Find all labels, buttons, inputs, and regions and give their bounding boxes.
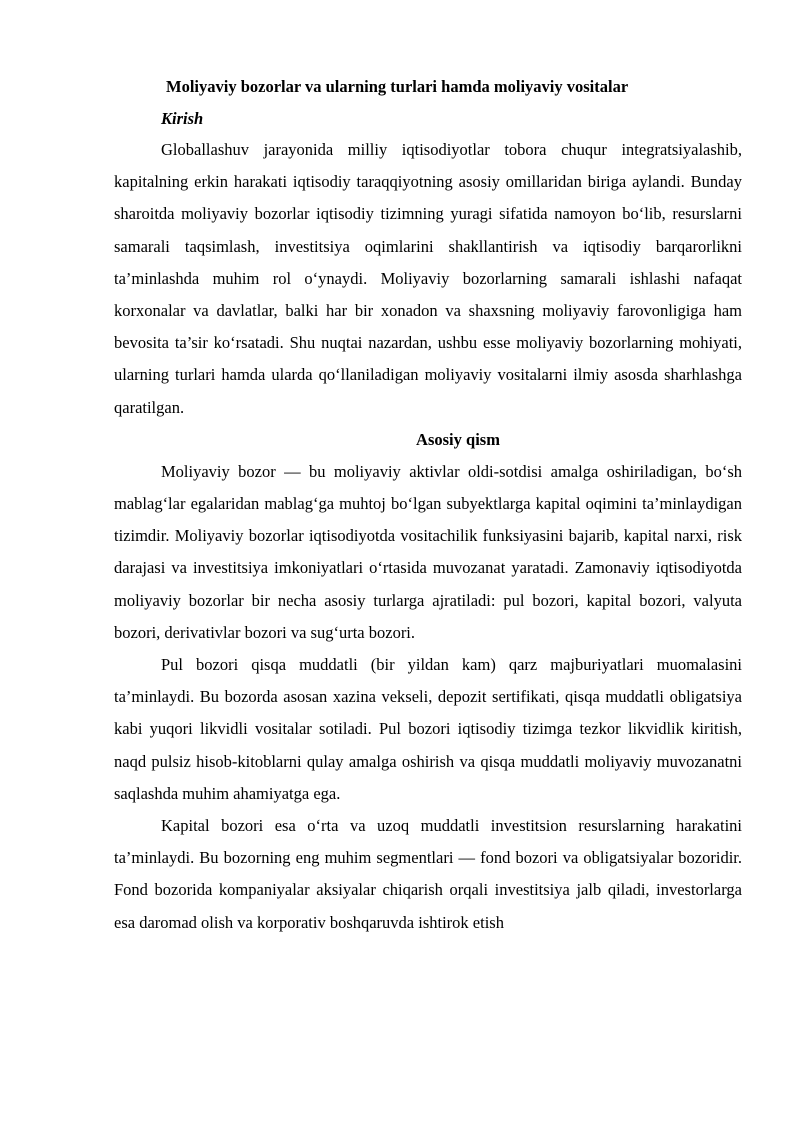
document-page <box>114 70 742 939</box>
intro-heading: Kirish <box>161 109 204 128</box>
intro-paragraph: Globallashuv jarayonida milliy iqtisodiyotlar tobora chuqur integratsiyalashib, kapitalning erkin harakati iqtisodiy taraqqiyotning asosiy omillaridan biriga aylandi. Bunday sharoitda moliyaviy bozorlar iqtisodiy tizimning yuragi sifatida namoyon bo‘lib, resurslarni samarali taqsimlash, investitsiya oqimlarini shakllantirish va iqtisodiy barqarorlikni ta’minlashda muhim rol o‘ynaydi. Moliyaviy bozorlarning samarali ishlashi nafaqat korxonalar va davlatlar, balki har bir xonadon va shaxsning moliyaviy farovonligiga ham bevosita ta’sir ko‘rsatadi. Shu nuqtai nazardan, ushbu esse moliyaviy bozorlarning mohiyati, ularning turlari hamda ularda qo‘llaniladigan moliyaviy vositalarni ilmiy asosda sharhlashga qaratilgan. <box>114 140 742 417</box>
main-paragraph-2: Pul bozori qisqa muddatli (bir yildan kam) qarz majburiyatlari muomalasini ta’minlaydi. Bu bozorda asosan xazina vekseli, depozit sertifikati, qisqa muddatli obligatsiya kabi yuqori likvidli vositalar sotiladi. Pul bozori iqtisodiy tizimga tezkor likvidlik kiritish, naqd pulsiz hisob-kitoblarni qulay amalga oshirish va qisqa muddatli moliyaviy muvozanatni saqlashda muhim ahamiyatga ega. <box>114 655 742 803</box>
main-paragraph-3: Kapital bozori esa o‘rta va uzoq muddatli investitsion resurslarning harakatini ta’minlaydi. Bu bozorning eng muhim segmentlari — fond bozori va obligatsiyalar bozoridir. Fond bozorida kompaniyalar aksiyalar chiqarish orqali investitsiya jalb qiladi, investorlarga esa daromad olish va korporativ boshqaruvda ishtirok etish <box>114 816 742 932</box>
document-title: Moliyaviy bozorlar va ularning turlari hamda moliyaviy vositalar <box>166 77 629 96</box>
main-paragraph-1: Moliyaviy bozor — bu moliyaviy aktivlar oldi-sotdisi amalga oshiriladigan, bo‘sh mablag‘lar egalaridan mablag‘ga muhtoj bo‘lgan subyektlarga kapital oqimini ta’minlaydigan tizimdir. Moliyaviy bozorlar iqtisodiyotda vositachilik funksiyasini bajarib, kapital narxi, risk darajasi va investitsiya imkoniyatlari o‘rtasida muvozanat yaratadi. Zamonaviy iqtisodiyotda moliyaviy bozorlar bir necha asosiy turlarga ajratiladi: pul bozori, kapital bozori, valyuta bozori, derivativlar bozori va sug‘urta bozori. <box>114 461 742 642</box>
main-heading: Asosiy qism <box>416 429 500 449</box>
